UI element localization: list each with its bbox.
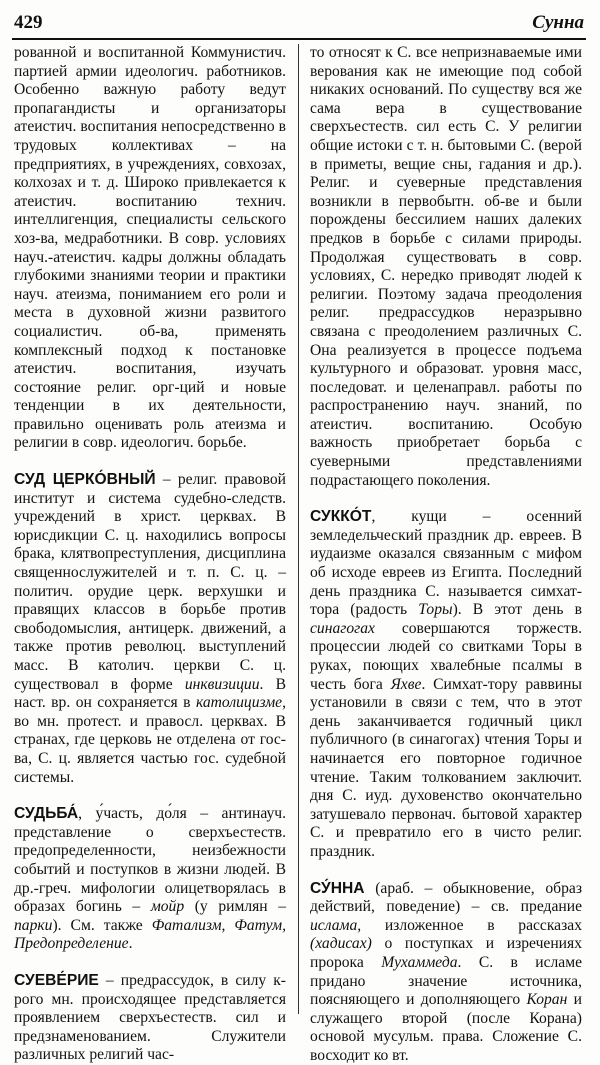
- cross-reference: католицизме: [195, 694, 283, 712]
- cross-reference: инквизиции: [184, 675, 260, 693]
- cross-reference: синагогах: [310, 619, 375, 637]
- entry-text: и служащего второй (после Корана) основой мусульм. права. Сложение С. восходит ко вт.: [310, 991, 582, 1064]
- cross-reference: Фатализм, Фатум, Предопределение: [14, 916, 286, 953]
- cross-reference: (хадисах): [310, 935, 372, 953]
- right-column-continuation: [310, 44, 582, 490]
- entry-text: . Симхат-тору раввины установили в связи с тем, что в этот день заканчивается годичный цикл публичного (в синагогах) чтения Торы и начинается его повторное годичное чтение. Таким толкованием заключит. дня С. иуд. духовенство окончательно затушевало первонач. бытовой характер С. и превратило его в чисто религ. праздник.: [310, 675, 582, 860]
- entry-text: . В наст. вр. он сохраняется в: [14, 675, 286, 712]
- cross-reference: мойр: [150, 898, 185, 916]
- page-number: 429: [14, 12, 43, 33]
- cross-reference: парки: [14, 916, 53, 934]
- entry-text: – предрассудок, в силу к-рого мн. происходящее представляется проявлением сверхъестеств. сил и предзнаменованием. Служители различных религий час-: [14, 971, 286, 1064]
- entry-text: ). В этот день в: [452, 601, 582, 619]
- entry-text: о поступках и изречениях пророка: [310, 935, 582, 971]
- dictionary-entry: [310, 508, 582, 861]
- cross-reference: Торы: [418, 601, 453, 619]
- text-columns: [14, 44, 584, 1064]
- entry-text: , во мн. протест. и правосл. церквах. В странах, где церковь не отделена от гос-ва, С. ц. является частью гос. судебной системы.: [14, 694, 286, 786]
- page-header: [12, 12, 586, 40]
- entry-text: ). См. также: [52, 916, 152, 934]
- entry-text: (араб. – обыкновение, образ действий, поведение) – св. предание: [310, 879, 582, 916]
- entry-headword: СУЕВЕ́РИЕ: [14, 971, 99, 989]
- entry-text: .: [128, 935, 133, 953]
- column-divider: [298, 44, 299, 1014]
- entry-text: , кущи – осенний земледельческий праздник др. евреев. В иудаизме оказался связанным с мифом об исходе евреев из Египта. Последний день праздника С. называется симхат-тора (радость: [310, 508, 582, 619]
- entry-text: , у́часть, до́ля – антинауч. представление о сверхъестеств. предопределенности, неизбежности событий и поступков в жизни людей. В др.-греч. мифологии олицетворялась в образах богинь –: [14, 805, 286, 916]
- cross-reference: Яхве: [390, 675, 422, 693]
- entry-text: . С. в исламе придано значение источника, поясняющего и дополняющего: [310, 953, 582, 1009]
- entry-text: рованной и воспитанной Коммунистич. партией армии идеологич. работников. Особенно важную работу ведут пропагандисты и организаторы атеистич. воспитания непосредственно в трудовых коллективах – на предприятиях, в учреждениях, совхозах, колхозах и т. д. Широко привлекается к атеистич. воспитанию технич. интеллигенция, специалисты сельского хоз-ва, медработники. В совр. условиях науч.-атеистич. кадры должны обладать глубокими знаниями теории и практики науч. атеизма, пониманием его роли и места в духовной жизни развитого социалистич. об-ва, применять комплексный подход к постановке атеистич. воспитания, изучать состояние религ. орг-ций и новые тенденции в их деятельности, правильно оценивать роль атеизма и религии в совр. идеологич. борьбе.: [14, 44, 286, 452]
- running-head: Сунна: [532, 12, 584, 33]
- dictionary-entry: [14, 805, 286, 954]
- entry-text: совершаются торжеств. процессии людей со свитками Торы в руках, поющих хвалебные псалмы в честь бога: [310, 619, 582, 693]
- left-column: [14, 44, 287, 1064]
- left-column-continuation: [14, 44, 286, 453]
- cross-reference: Мухаммеда: [381, 953, 458, 971]
- entry-text: , изложенное в рассказах: [357, 916, 582, 934]
- entry-headword: СУККО́Т: [310, 508, 372, 526]
- dictionary-entry: [310, 880, 582, 1065]
- entry-text: – религ. правовой институт и система судебно-следств. учреждений в христ. церквах. В юрисдикции С. ц. находились вопросы брака, клятвопреступления, дисциплина священнослужителей и т. п. С. ц. – политич. орудие церк. верхушки и правящих классов в борьбе против свободомыслия, антицерк. движений, а также против революц. выступлений масс. В католич. церкви С. ц. существовал в форме: [14, 471, 286, 693]
- dictionary-entry: [14, 972, 286, 1065]
- entry-headword: СУ́ННА: [310, 879, 365, 897]
- right-column: [310, 44, 582, 1064]
- entry-text: (у римлян –: [184, 898, 287, 916]
- cross-reference: ислама: [310, 916, 358, 934]
- entry-headword: СУД ЦЕРКО́ВНЫЙ: [14, 471, 156, 489]
- cross-reference: Коран: [526, 991, 568, 1009]
- dictionary-entry: [14, 471, 286, 787]
- entry-headword: СУДЬБА́: [14, 805, 79, 823]
- entry-text: то относят к С. все непризнаваемые ими верования как не имеющие под собой никаких оснований. По существу вся же сама вера в существование сверхъестеств. сил есть С. У религии общие истоки с т. н. бытовыми С. (верой в приметы, вещие сны, гадания и др.). Религ. и суеверные представления возникли в первобытн. об-ве и были порождены бессилием наших далеких предков в борьбе с силами природы. Продолжая существовать в совр. условиях, С. нередко приводят людей к религии. Поэтому задача преодоления религ. предрассудков неразрывно связана с преодолением различных С. Она реализуется в процессе подъема культурного и образоват. уровня масс, последоват. и целенаправл. работы по распространению науч. знаний, по атеистич. воспитанию. Особую важность приобретает борьба с суеверными представлениями подрастающего поколения.: [310, 44, 582, 489]
